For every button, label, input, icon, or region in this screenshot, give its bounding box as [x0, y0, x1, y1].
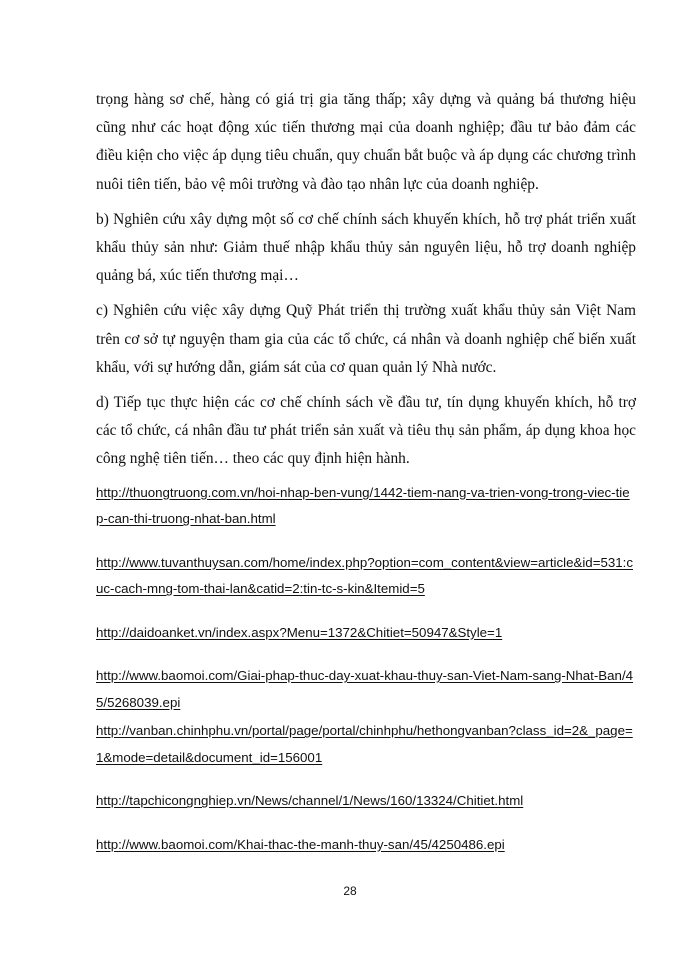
reference-link-baomoi-thuy-san[interactable]: http://www.baomoi.com/Khai-thac-the-manh-thuy-san/45/4250486.epi [96, 836, 505, 852]
paragraph-b: b) Nghiên cứu xây dựng một số cơ chế chính sách khuyến khích, hỗ trợ phát triển xuất khẩu thủy sản như: Giảm thuế nhập khẩu thủy sản nguyên liệu, hỗ trợ doanh nghiệp quảng bá, xúc tiến thương mại… [96, 210, 636, 285]
page-content [96, 86, 636, 858]
paragraph-d: d) Tiếp tục thực hiện các cơ chế chính sách về đầu tư, tín dụng khuyến khích, hỗ trợ các tổ chức, cá nhân đầu tư phát triển sản xuất và tiêu thụ sản phẩm, áp dụng khoa học công nghệ tiên tiến… theo các quy định hiện hành. [96, 394, 636, 468]
reference-link-thuongtruong[interactable]: http://thuongtruong.com.vn/hoi-nhap-ben-vung/1442-tiem-nang-va-trien-vong-trong-viec-tiep-can-thi-truong-nhat-ban.html [96, 484, 630, 527]
reference-link-baomoi-nhat-ban[interactable]: http://www.baomoi.com/Giai-phap-thuc-day-xuat-khau-thuy-san-Viet-Nam-sang-Nhat-Ban/45/5268039.epi [96, 668, 634, 710]
paragraph-continuation: trọng hàng sơ chế, hàng có giá trị gia tăng thấp; xây dựng và quảng bá thương hiệu cũng như các hoạt động xúc tiến thương mại của doanh nghiệp; đầu tư bảo đảm các điều kiện cho việc áp dụng tiêu chuẩn, quy chuẩn bắt buộc và áp dụng các chương trình nuôi tiên tiến, bảo vệ môi trường và đào tạo nhân lực của doanh nghiệp. [96, 91, 636, 193]
reference-list [96, 480, 636, 859]
reference-link-tuvanthuysan[interactable]: http://www.tuvanthuysan.com/home/index.php?option=com_content&view=article&id=531:cuc-cach-mng-tom-thai-lan&catid=2:tin-tc-s-kin&Itemid=5 [96, 554, 633, 597]
reference-link-tapchicongnghiep[interactable]: http://tapchicongnghiep.vn/News/channel/1/News/160/13324/Chitiet.html [96, 793, 524, 809]
reference-link-chinhphu[interactable]: http://vanban.chinhphu.vn/portal/page/portal/chinhphu/hethongvanban?class_id=2&_page=1&mode=detail&document_id=156001 [96, 723, 633, 765]
page-number: 28 [343, 884, 357, 898]
paragraph-c: c) Nghiên cứu việc xây dựng Quỹ Phát triển thị trường xuất khẩu thủy sản Việt Nam trên cơ sở tự nguyện tham gia của các tổ chức, cá nhân và doanh nghiệp chế biến xuất khẩu, với sự hướng dẫn, giám sát của cơ quan quản lý Nhà nước. [96, 302, 636, 376]
reference-link-daidoanket[interactable]: http://daidoanket.vn/index.aspx?Menu=1372&Chitiet=50947&Style=1 [96, 624, 503, 640]
